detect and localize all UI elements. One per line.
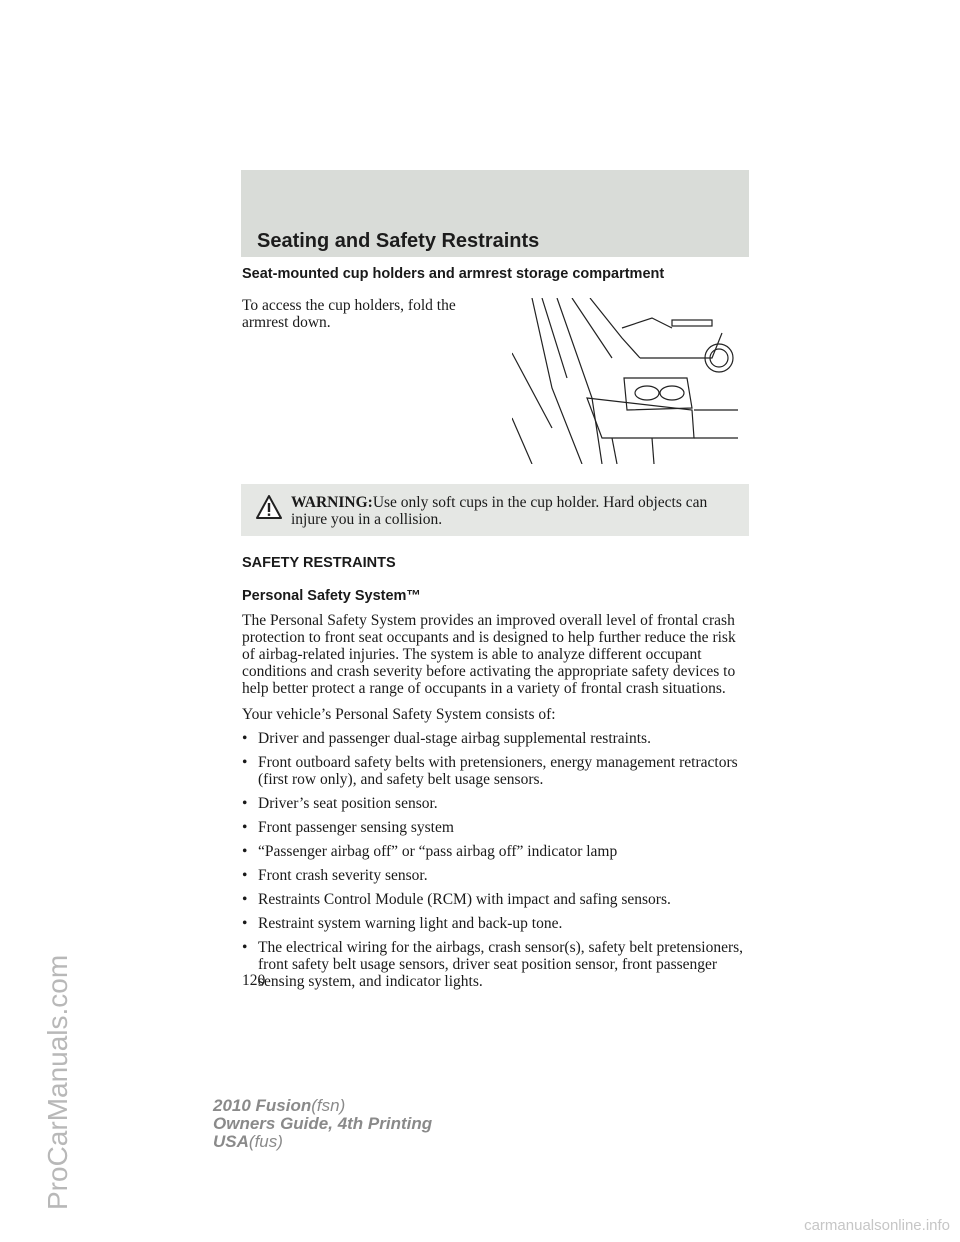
list-item: • The electrical wiring for the airbags, crash sensor(s), safety belt pretensioners, front safety belt usage sensors, driver seat position sensor, front passenger sensing system, and indicator lights. bbox=[242, 939, 748, 990]
list-item: • Restraint system warning light and back-up tone. bbox=[242, 915, 748, 932]
armrest-cupholder-illustration bbox=[512, 298, 738, 464]
list-item: • Front passenger sensing system bbox=[242, 819, 748, 836]
list-item: • Restraints Control Module (RCM) with impact and safing sensors. bbox=[242, 891, 748, 908]
header-band bbox=[241, 170, 749, 257]
footer-printing: Owners Guide, 4th Printing bbox=[213, 1114, 433, 1133]
warning-body: Use only soft cups in the cup holder. Hard objects can injure you in a collision. bbox=[291, 494, 708, 528]
safety-restraints-heading: SAFETY RESTRAINTS bbox=[242, 555, 396, 571]
footer-market: USA bbox=[213, 1132, 249, 1151]
side-watermark: ProCarManuals.com bbox=[42, 954, 73, 1210]
cupholder-intro: To access the cup holders, fold the armrest down. bbox=[242, 297, 456, 331]
consists-of-text: Your vehicle’s Personal Safety System consists of: bbox=[242, 706, 556, 723]
personal-safety-heading: Personal Safety System™ bbox=[242, 588, 421, 604]
page-number: 120 bbox=[242, 972, 266, 989]
document-footer bbox=[213, 1097, 432, 1151]
warning-triangle-icon bbox=[255, 494, 283, 520]
cupholder-heading: Seat-mounted cup holders and armrest storage compartment bbox=[242, 266, 665, 282]
list-item: • Front outboard safety belts with pretensioners, energy management retractors (first row only), and safety belt usage sensors. bbox=[242, 754, 748, 788]
footer-model: 2010 Fusion bbox=[213, 1096, 312, 1115]
footer-model-code: (fsn) bbox=[311, 1096, 346, 1115]
list-item: • “Passenger airbag off” or “pass airbag off” indicator lamp bbox=[242, 843, 748, 860]
system-components-list bbox=[242, 730, 748, 997]
list-item: • Front crash severity sensor. bbox=[242, 867, 748, 884]
warning-box bbox=[241, 484, 749, 536]
personal-safety-paragraph: The Personal Safety System provides an improved overall level of frontal crash protection to front seat occupants and is designed to help further reduce the risk of airbag-related injuries. The system is able to analyze different occupant conditions and crash severity before activating the appropriate safety devices to help better protect a range of occupants in a variety of frontal crash situations. bbox=[242, 612, 736, 697]
list-item: • Driver and passenger dual-stage airbag supplemental restraints. bbox=[242, 730, 748, 747]
list-item: • Driver’s seat position sensor. bbox=[242, 795, 748, 812]
footer-market-code: (fus) bbox=[248, 1132, 283, 1151]
warning-text bbox=[291, 494, 736, 528]
section-cupholder bbox=[242, 266, 748, 282]
page-title: Seating and Safety Restraints bbox=[257, 230, 540, 252]
bottom-watermark: carmanualsonline.info bbox=[804, 1217, 950, 1234]
warning-label: WARNING: bbox=[291, 494, 373, 511]
